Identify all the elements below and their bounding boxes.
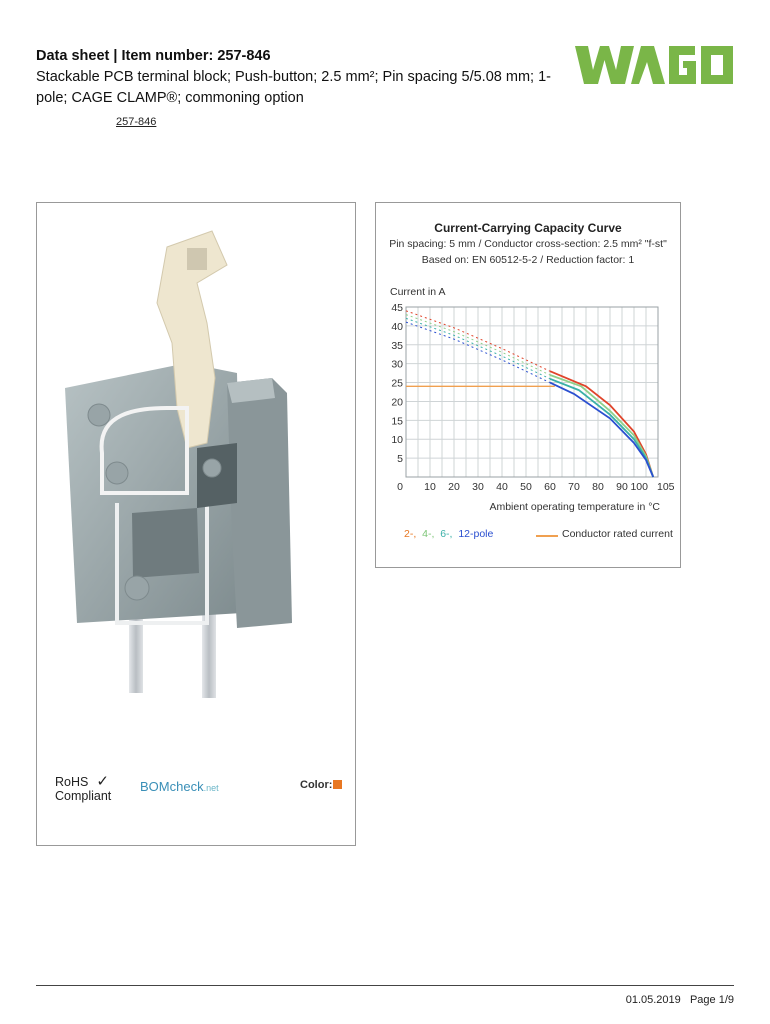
x-tick-label: 60 [544, 481, 556, 493]
y-tick-label: 40 [391, 320, 403, 333]
x-tick-label: 40 [496, 481, 508, 493]
terminal-block-image [37, 203, 355, 763]
legend-4-pole: 4-, [422, 528, 435, 540]
y-axis-label: Current in A [390, 286, 446, 298]
x-tick-label: 90 [616, 481, 628, 493]
x-tick-label: 105 [657, 481, 675, 493]
title-separator: | [113, 48, 118, 64]
page-footer [626, 994, 734, 1006]
x-tick-label: 100 [630, 481, 648, 493]
x-tick-label: 80 [592, 481, 604, 493]
series-6-pole-line [550, 379, 653, 477]
x-tick-label: 50 [520, 481, 532, 493]
y-tick-label: 30 [391, 358, 403, 371]
plot-border [406, 307, 658, 477]
y-tick-label: 10 [391, 434, 403, 447]
rohs-label: RoHS [55, 775, 89, 789]
chart-title: Current-Carrying Capacity Curve [434, 221, 622, 235]
wago-logo [575, 44, 733, 86]
datasheet-label: Data sheet [36, 48, 110, 64]
y-tick-label: 15 [391, 415, 403, 428]
legend-rated-current-line [536, 535, 558, 537]
color-swatch [333, 780, 342, 789]
y-tick-label: 20 [391, 396, 403, 409]
series-4-pole-dashed [406, 315, 581, 387]
x-tick-label: 0 [397, 481, 403, 493]
rohs-compliant-label: Compliant [55, 789, 112, 803]
chart-legend-poles [404, 528, 493, 540]
bomcheck-text: BOMcheck [140, 779, 204, 794]
footer-date: 01.05.2019 [625, 994, 681, 1006]
bomcheck-logo [140, 779, 219, 794]
y-tick-label: 5 [397, 453, 403, 466]
x-axis-label: Ambient operating temperature in °C [489, 501, 660, 513]
page-title [36, 46, 556, 109]
item-number-link[interactable]: 257-846 [116, 116, 157, 128]
chart-frame [375, 202, 681, 568]
x-tick-label: 10 [424, 481, 436, 493]
legend-rated-current: Conductor rated current [562, 528, 673, 540]
series-2-pole-line [550, 371, 653, 477]
y-tick-label: 45 [391, 302, 403, 314]
legend-6-pole: 6-, [440, 528, 453, 540]
chart-subtitle-1: Pin spacing: 5 mm / Conductor cross-section: 2.5 mm² "f-st" [389, 238, 667, 250]
item-number: Item number: 257-846 [121, 48, 271, 64]
rohs-badge [55, 775, 111, 803]
bomcheck-suffix: .net [203, 783, 219, 793]
check-icon: ✓ [96, 773, 109, 790]
product-description: Stackable PCB terminal block; Push-button; 2.5 mm²; Pin spacing 5/5.08 mm; 1-pole; CAGE CLAMP®; commoning option [36, 69, 551, 106]
series-12-pole-line [550, 383, 653, 477]
current-capacity-chart [376, 203, 680, 523]
footer-divider [36, 985, 734, 986]
footer-page-number: Page 1/9 [689, 994, 734, 1006]
legend-12-pole: 12-pole [458, 528, 494, 540]
legend-2-pole: 2-, [404, 528, 417, 540]
y-tick-label: 35 [391, 339, 403, 352]
chart-subtitle-2: Based on: EN 60512-5-2 / Reduction factor: 1 [421, 254, 635, 266]
product-photo-frame [36, 202, 356, 846]
x-tick-label: 70 [568, 481, 580, 493]
y-tick-label: 25 [391, 377, 403, 390]
color-label: Color: [300, 779, 333, 791]
x-tick-label: 30 [472, 481, 484, 493]
x-tick-label: 20 [448, 481, 460, 493]
